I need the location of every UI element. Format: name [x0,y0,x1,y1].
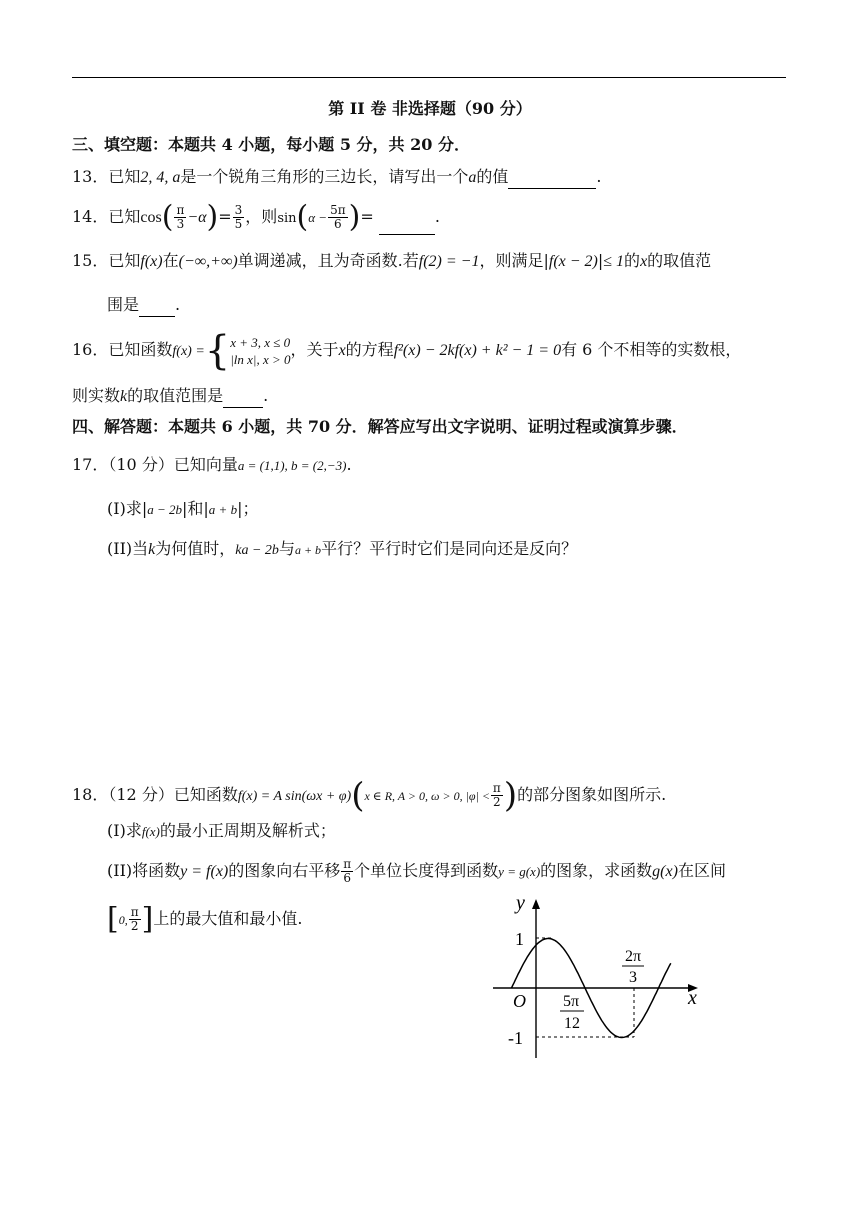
question-17: 17．（10 分）已知向量a = (1,1), b = (2,−3). [72,455,352,474]
header-rule [72,77,786,78]
section-title: 第 II 卷 非选择题（90 分） [328,99,532,118]
tick-2pi-3-num: 2π [624,948,642,965]
part4-heading: 四、解答题：本题共 6 小题，共 70 分．解答应写出文字说明、证明过程或演算步骤． [72,417,688,436]
y-axis-arrow [532,899,540,909]
question-13: 13．已知2, 4, a是一个锐角三角形的三边长，请写出一个a的值 . [72,166,800,189]
tick-5pi-12-num: 5π [562,993,580,1010]
question-14: 14．已知cos( $\frac{\pi}{3}$ −α)= $\frac{3}{5}$ ，则sin(α − $\frac{5\pi}{6}$ )= . [72,199,440,235]
question-18-part2-cont: [0, $\frac{\pi}{2}$ ]上的最大值和最小值. [107,901,303,937]
part3-heading: 三、填空题：本题共 4 小题，每小题 5 分，共 20 分． [72,135,470,154]
answer-blank[interactable] [139,294,175,317]
question-17-part2: (II)当k为何值时，ka − 2b与a + b平行？平行时它们是同向还是反向？ [107,539,578,558]
answer-blank[interactable] [379,200,435,235]
answer-blank[interactable] [223,385,263,408]
tick-5pi-12-den: 12 [564,1015,580,1032]
y-tick-neg1: -1 [508,1028,523,1048]
question-18-part1: (I)求f(x)的最小正周期及解析式； [107,821,336,840]
origin-label: O [513,991,526,1011]
y-axis-label: y [516,893,525,914]
question-16-cont: 则实数k的取值范围是 . [72,385,800,408]
y-tick-1: 1 [515,929,524,949]
piecewise-function: { x + 3, x ≤ 0 |ln x|, x > 0 [204,327,291,374]
sine-graph [488,893,708,1063]
question-17-part1: (I)求|a − 2b|和|a + b|； [107,499,259,518]
x-axis-label: x [688,987,697,1009]
question-18-part2: (II)将函数y = f(x)的图象向右平移 $\frac{\pi}{6}$ 个单位长度得到函数y = g(x)的图象，求函数g(x)在区间 [107,857,726,885]
tick-2pi-3-den: 3 [629,969,637,986]
question-16: 16．已知函数f(x) = { x + 3, x ≤ 0 |ln x|, x > 0 ，关于x的方程f²(x) − 2kf(x) + k² − 1 = 0有 6 个不相等的实数根， [72,327,742,374]
question-15-cont: 围是 . [107,294,800,317]
question-18: 18．（12 分）已知函数f(x) = A sin(ωx + φ)(x ∈ R, A > 0, ω > 0, |φ| < $\frac{\pi}{2}$ )的部分图象如图所示. [72,775,667,816]
fraction: $\frac{\pi}{3}$ [176,203,185,231]
answer-blank[interactable] [508,166,596,189]
q13-number: 13． [72,167,109,186]
question-15: 15．已知f(x)在(−∞,+∞)单调递减，且为奇函数.若f(2) = −1，则满足|f(x − 2)|≤ 1的x的取值范 [72,251,712,270]
